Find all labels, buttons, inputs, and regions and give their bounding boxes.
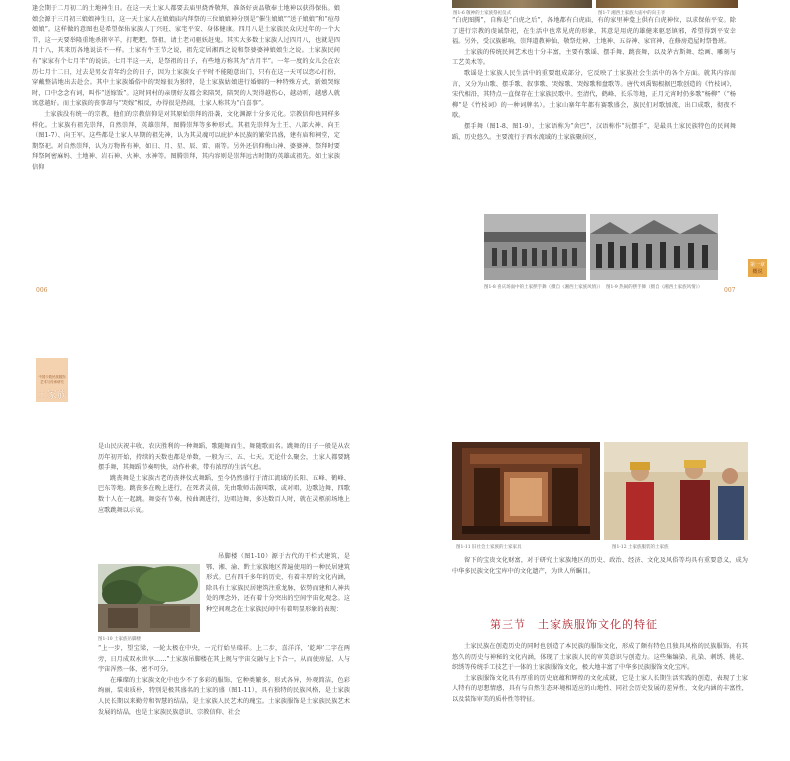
chapter-tab-top: 第一章 — [749, 262, 765, 268]
bottom-spread — [0, 352, 790, 761]
chapter-tab-bottom: 概说 — [752, 269, 763, 275]
photo-caption: 图1-6 敬神的土家族祭祀仪式 — [453, 11, 512, 16]
badge-title: 土家族 — [37, 390, 67, 401]
crowd-dance-photo-graphic — [590, 214, 718, 280]
paragraph: 土家民族在创造历史的同时也创造了本民族的服饰文化，形成了颇有特色且独具风格的民族服饰，有其悠久的历史与神秘的文化内涵，体现了土家族人民的审美意识与创造力。这些集编染、扎染、刺绣、挑花、织绣等传统手工技艺于一体的土家族服饰文化，极大地丰富了中华多民族服饰文化宝库。 — [452, 643, 748, 672]
photo-furniture — [452, 442, 600, 540]
photo-caption: 图1-12 土家族服装的土家族 — [612, 545, 669, 550]
paragraph: 留下的宝贵文化财富，对于研究土家族地区的历史、政治、经济、文化及风俗等均具有重要意义，成为中华多民族文化宝库中的文化遗产，为世人所瞩目。 — [452, 557, 748, 575]
paragraph: 跳丧舞是土家族古老的丧葬仪式舞蹈，至今仍然盛行于清江流域的长阳、五峰、鹤峰、巴东等地。跳丧多在晚上进行，在死者灵前，先由歌师击鼓叫歌，或对唱，边歌边舞，四歌数十人在一起跳。舞姿有节奏，按曲调进行，边唱边舞，多达数百人时，就在灵柩前场地上应歌跳舞以示哀。 — [98, 474, 350, 514]
photo-caption: 图1-7 湘西土家族大庙中的向王爷 — [598, 11, 666, 16]
paragraph: “上一步，望宝梁，一轮太极在中央，一元行始呈瑞祥。上二步，喜洋洋，‘乾坤’二字在两旁，日月成双永世享……”土家族吊脚楼在其上规与宇宙交融与上下合一，从而使房屋、人与宇宙浑然一体，密不可分。 — [98, 645, 350, 674]
bottom-right-body-text — [452, 642, 748, 761]
paragraph: 土家族的传统民间艺术也十分丰富，主要有歌谣、摆手舞、跳丧舞，以及茅古斯舞、绘画、雕刻与工艺美术等。 — [452, 48, 736, 67]
hand-dance-photo-graphic — [484, 214, 586, 280]
top-right-page — [452, 16, 736, 220]
photo-ritual — [452, 0, 592, 8]
paragraph: 在璀璨的土家族文化中也少不了多彩的服饰，它种类繁多，形式各异，外观简洁，色彩绚丽，装束质朴，特别是极其盛名的土家的盛（图1-11），具有独特的民族风格，是土家族人民长期以来勤劳和智慧的结晶，是土家族人民艺术的瑰宝。土家族服饰是土家族民族艺术发展的结晶，也是土家族民族意识、宗教信仰、社会 — [98, 676, 350, 716]
photo-stilt-house — [98, 564, 200, 632]
photo-hand-dance — [484, 214, 586, 280]
paragraph: 逢会期于二月初二的土地神生日。在这一天土家人都要去庙里烧香敬拜，准备好贡品敬奉土地神以获得保佑。娘娘会源于三月初三娘娘神生日，这一天土家人在娘娘庙内拜祭的三位娘娘神分别是“催生娘娘”“送子娘娘”和“痘母娘娘”。这样做的意图也是希望保佑家族人丁兴旺、家宅平安、身体健康。四月八是土家族民众庆过年的一个大节，这一天要举隆重地杀猪宰羊，打粑粑，祭祖，请土老司驱妖赶鬼。其实大多数土家族人过四月八，也就是四月十八，其来历各地说法不一样。土家有牛王节之说，祖先定居湘西之说和祭婆婆神娘娘生之说。土家族民间有“家家有个七月半”的说法。七月半这一天，是祭祖的日子，有些地方称其为“古月半”。一年一度的女儿会在农历七月十二日，过去是男女青年约会的日子，因为土家族女子平时不能随意出门，只有在这一天可以恋心打扮，穿戴整洁地出去赴会。其中土家族婚俗中的哭嫁很为独特，是土家族姑娘进行婚姻的一种特殊方式，新娘哭嫁时，口中念念有词，叫作“送嫁饭”。这时同村的亲朋好友都会来陪哭，陪哭的人哭得越伤心，越动听，越感人就寓意越好。而土家族的丧事却与“哭嫁”相反，办得很是热闹，土家人称其为“白喜事”。 — [32, 5, 340, 108]
page-number: 006 — [36, 287, 48, 294]
photo-crowd-dance — [590, 214, 718, 280]
paragraph: 土家族没有统一的宗教，他们的宗教信仰是对其原始崇拜的沿袭，文化渊源十分多元化。宗教信仰也同样多样化。土家族有祖先崇拜，自然崇拜，英雄崇拜，图腾崇拜等多种形式。其祖先崇拜为土王、八部大神、向王（图1-7）、向王军。这些都是土家人早期的祖先神，认为其灵魂可以庇护本民族的繁荣昌盛，建有庙和祠堂，定期祭祀。对自然崇拜，认为万物皆有神，如日、月、星、辰、雷、雨等。另外还信仰梅山神、婆婆神、祭拜时要拜祭阿密麻妈、土地神、岩石神、火神、水神等。图腾崇拜，其内容则是崇拜远古时期的英雄或祖先。如土家族信仰 — [32, 110, 340, 171]
top-left-page — [32, 0, 340, 304]
paragraph: “白虎图腾”，自称是“白虎之后”，各地都有白虎庙，有的家里神龛上供有白虎神位，以求保佑平安。除了进行宗教的虔诚祭祀，在生活中也常见虎的形象，其意是用虎的雄健来驱恶镇邪，希望得到平安幸福。另外，受汉族影响，崇拜道教神仙，敬祭灶神、土地神、五谷神、家官神，在修房造屋时祭鲁班。 — [452, 17, 736, 46]
furniture-photo-graphic — [452, 442, 600, 540]
paragraph: 歌谣是土家族人民生活中的重要组成部分，它反映了土家族社会生活中的各个方面。就其内容而言，又分为山歌、摆手歌、叙事歌、哭嫁歌、哭嫁歌和盘歌等。唐代刘禹锡根据巴歌创造的《竹枝词》，宋代相沿，其特点一直保存在土家族民歌中。至清代，鹤峰、长乐等地，正月元宵时仍多歌“杨柳”（“杨柳”是《竹枝词》的一种词牌名）。土家山寨年年都有赛歌盛会，族民们对歌加流，出口成歌，彻夜不歇。 — [452, 69, 736, 120]
paragraph: 摆手舞（图1-8、图1-9），土家语称为“舍巴”，汉语称作“玩摆手”，是最具土家民族特色的民间舞蹈，历史悠久。主要流行于西水流域的土家族聚居区， — [452, 122, 736, 141]
paragraph: 是山民庆祝丰收、农庆胜利的一种舞蹈，歌随舞而生，舞随歌而名。跳舞的日子一般是从农历年初开始，持续的天数也都是单数，一般为三、五、七天。无论什么聚会，土家人都要跳摆手舞，其舞蹈节奏明快，动作朴素，带有浓厚的生活气息。 — [98, 443, 350, 472]
photo-caption: 图1-11 旧社会土家族的土家家具 — [456, 545, 522, 550]
section-title: 第三节 土家族服饰文化的特征 — [490, 618, 658, 631]
photo-costume — [604, 442, 748, 540]
book-badge — [36, 358, 68, 402]
bottom-right-top-text — [452, 556, 748, 588]
paragraph: 吊脚楼（图1-10）源于古代的干栏式建筑，是鄂、湘、渝、黔土家族地区普遍使用的一种民居建筑形式。已有四千多年的历史，有着丰厚的文化内涵，除具有土家族民居建筑注重龙脉，依势而建和人神共处的理念外，还有着十分突出的空间宇宙化观念。这种空间观念在土家族民间中有着明显形象的表现： — [206, 553, 350, 613]
badge-line1: 中国少数民族服饰 — [38, 375, 66, 379]
photo-caption: 图1-9 热闹的摆手舞（摄自《湘西土家族风情》） — [606, 285, 703, 290]
costume-photo-graphic — [604, 442, 748, 540]
stilt-house-photo-graphic — [98, 564, 200, 632]
paragraph: 土家族服饰文化具有厚重的历史底蕴和辉煌的文化成就，它是土家人长期生活实践的创造，表现了土家人特有的思想情感，具有与自然生态环境相适应的山地性、同社会历史发展的差异性，文化内涵的丰富性，以及装饰审美的质朴性等特征。 — [452, 674, 748, 703]
bottom-left-top-text — [98, 442, 350, 554]
chapter-tab — [748, 259, 767, 277]
photo-caption: 图1-10 土家族吊脚楼 — [98, 637, 142, 642]
bottom-left-bottom-text — [98, 644, 350, 761]
spread-gap — [0, 300, 790, 352]
photo-caption: 图1-8 喜庆场面中的土家摆手舞（摄自《湘西土家族风情》） — [484, 285, 603, 290]
page-number: 007 — [724, 287, 736, 294]
photo-deity — [596, 0, 738, 8]
top-spread — [0, 0, 790, 300]
badge-line2: 艺术与传承研究 — [40, 380, 64, 384]
bottom-left-right-text — [206, 552, 350, 642]
